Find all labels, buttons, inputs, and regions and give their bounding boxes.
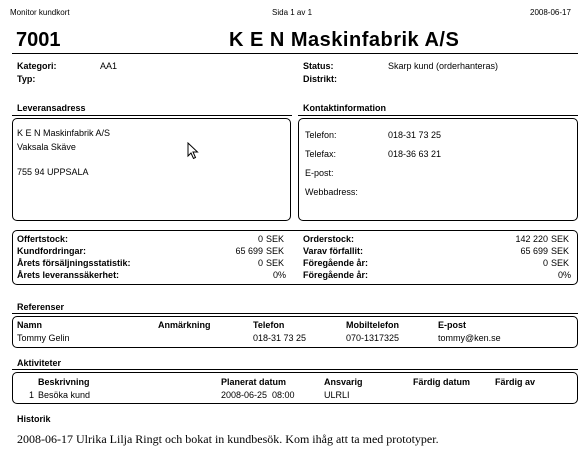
stat-right-label: Föregående år: — [303, 258, 369, 268]
ref-col-namn: Namn — [17, 320, 43, 330]
stat-left-label: Offertstock: — [17, 234, 69, 244]
contact-heading-rule — [298, 115, 578, 116]
act-row-ansvarig: ULRLI — [324, 390, 350, 400]
act-col-fardig-av: Färdig av — [495, 377, 536, 387]
references-heading: Referenser — [17, 302, 65, 312]
stat-right-label: Varav förfallit: — [303, 246, 364, 256]
act-col-beskrivning: Beskrivning — [38, 377, 90, 387]
stat-left-label: Årets försäljningsstatistik: — [17, 258, 131, 268]
fax-label: Telefax: — [305, 149, 337, 159]
contact-box — [298, 118, 578, 221]
ref-col-mobil: Mobiltelefon — [346, 320, 399, 330]
stat-left-amount: 65 699 — [235, 246, 263, 256]
ref-row-epost: tommy@ken.se — [438, 333, 501, 343]
act-row-nr: 1 — [29, 390, 35, 400]
references-heading-rule — [12, 313, 578, 314]
customer-name: K E N Maskinfabrik A/S — [229, 29, 460, 51]
address-heading-rule — [12, 115, 292, 116]
stat-right-label: Föregående år: — [303, 270, 369, 280]
activities-heading-rule — [12, 369, 578, 370]
stat-left-unit: SEK — [266, 258, 285, 268]
report-date: 2008-06-17 — [530, 8, 571, 17]
distrikt-label: Distrikt: — [303, 74, 338, 84]
contact-heading: Kontaktinformation — [303, 103, 386, 113]
ref-row-namn: Tommy Gelin — [17, 333, 70, 343]
kategori-label: Kategori: — [17, 61, 57, 71]
activities-heading: Aktiviteter — [17, 358, 62, 368]
ref-row-mobil: 070-1317325 — [346, 333, 400, 343]
stat-left-amount: 0% — [272, 270, 286, 280]
stat-left-amount: 0 — [257, 258, 263, 268]
act-col-planerat: Planerat datum — [221, 377, 287, 387]
stat-left-label: Årets leveranssäkerhet: — [17, 270, 120, 280]
address-line-3: 755 94 UPPSALA — [17, 167, 89, 177]
stat-left-label: Kundfordringar: — [17, 246, 86, 256]
history-heading: Historik — [17, 414, 51, 424]
ref-col-epost: E-post — [438, 320, 466, 330]
references-box — [12, 316, 578, 348]
act-row-beskrivning: Besöka kund — [38, 390, 91, 400]
stat-left-amount: 0 — [257, 234, 263, 244]
address-line-2: Vaksala Skäve — [17, 142, 76, 152]
status-label: Status: — [303, 61, 334, 71]
ref-col-telefon: Telefon — [253, 320, 285, 330]
typ-label: Typ: — [17, 74, 36, 84]
address-box — [12, 118, 291, 221]
act-col-ansvarig: Ansvarig — [324, 377, 363, 387]
phone-label: Telefon: — [305, 130, 337, 140]
stat-right-amount: 142 220 — [515, 234, 548, 244]
stat-right-unit: SEK — [551, 258, 570, 268]
stat-right-amount: 0 — [542, 258, 548, 268]
ref-col-anmarkning: Anmärkning — [158, 320, 211, 330]
act-row-planerat: 2008-06-25 08:00 — [221, 390, 295, 400]
customer-number: 7001 — [16, 29, 61, 51]
web-label: Webbadress: — [305, 187, 358, 197]
stat-left-unit: SEK — [266, 246, 285, 256]
address-line-1: K E N Maskinfabrik A/S — [17, 128, 111, 138]
stat-right-unit: SEK — [551, 246, 570, 256]
report-name: Monitor kundkort — [10, 8, 70, 17]
fax-value: 018-36 63 21 — [388, 149, 442, 159]
stats-box — [12, 230, 578, 285]
stat-right-amount: 0% — [557, 270, 571, 280]
stat-right-amount: 65 699 — [520, 246, 548, 256]
activities-box — [12, 372, 578, 404]
title-divider — [12, 53, 578, 54]
stat-left-unit: SEK — [266, 234, 285, 244]
phone-value: 018-31 73 25 — [388, 130, 442, 140]
address-heading: Leveransadress — [17, 103, 86, 113]
history-text: 2008-06-17 Ulrika Lilja Ringt och bokat in kundbesök. Kom ihåg att ta med prototyper. — [17, 432, 439, 446]
page-number: Sida 1 av 1 — [272, 8, 313, 17]
ref-row-telefon: 018-31 73 25 — [253, 333, 307, 343]
stat-right-unit: SEK — [551, 234, 570, 244]
stat-right-label: Orderstock: — [303, 234, 355, 244]
act-col-fardig-datum: Färdig datum — [413, 377, 471, 387]
email-label: E-post: — [305, 168, 334, 178]
status-value: Skarp kund (orderhanteras) — [388, 61, 499, 71]
mouse-pointer-icon — [187, 142, 199, 160]
kategori-value: AA1 — [100, 61, 118, 71]
